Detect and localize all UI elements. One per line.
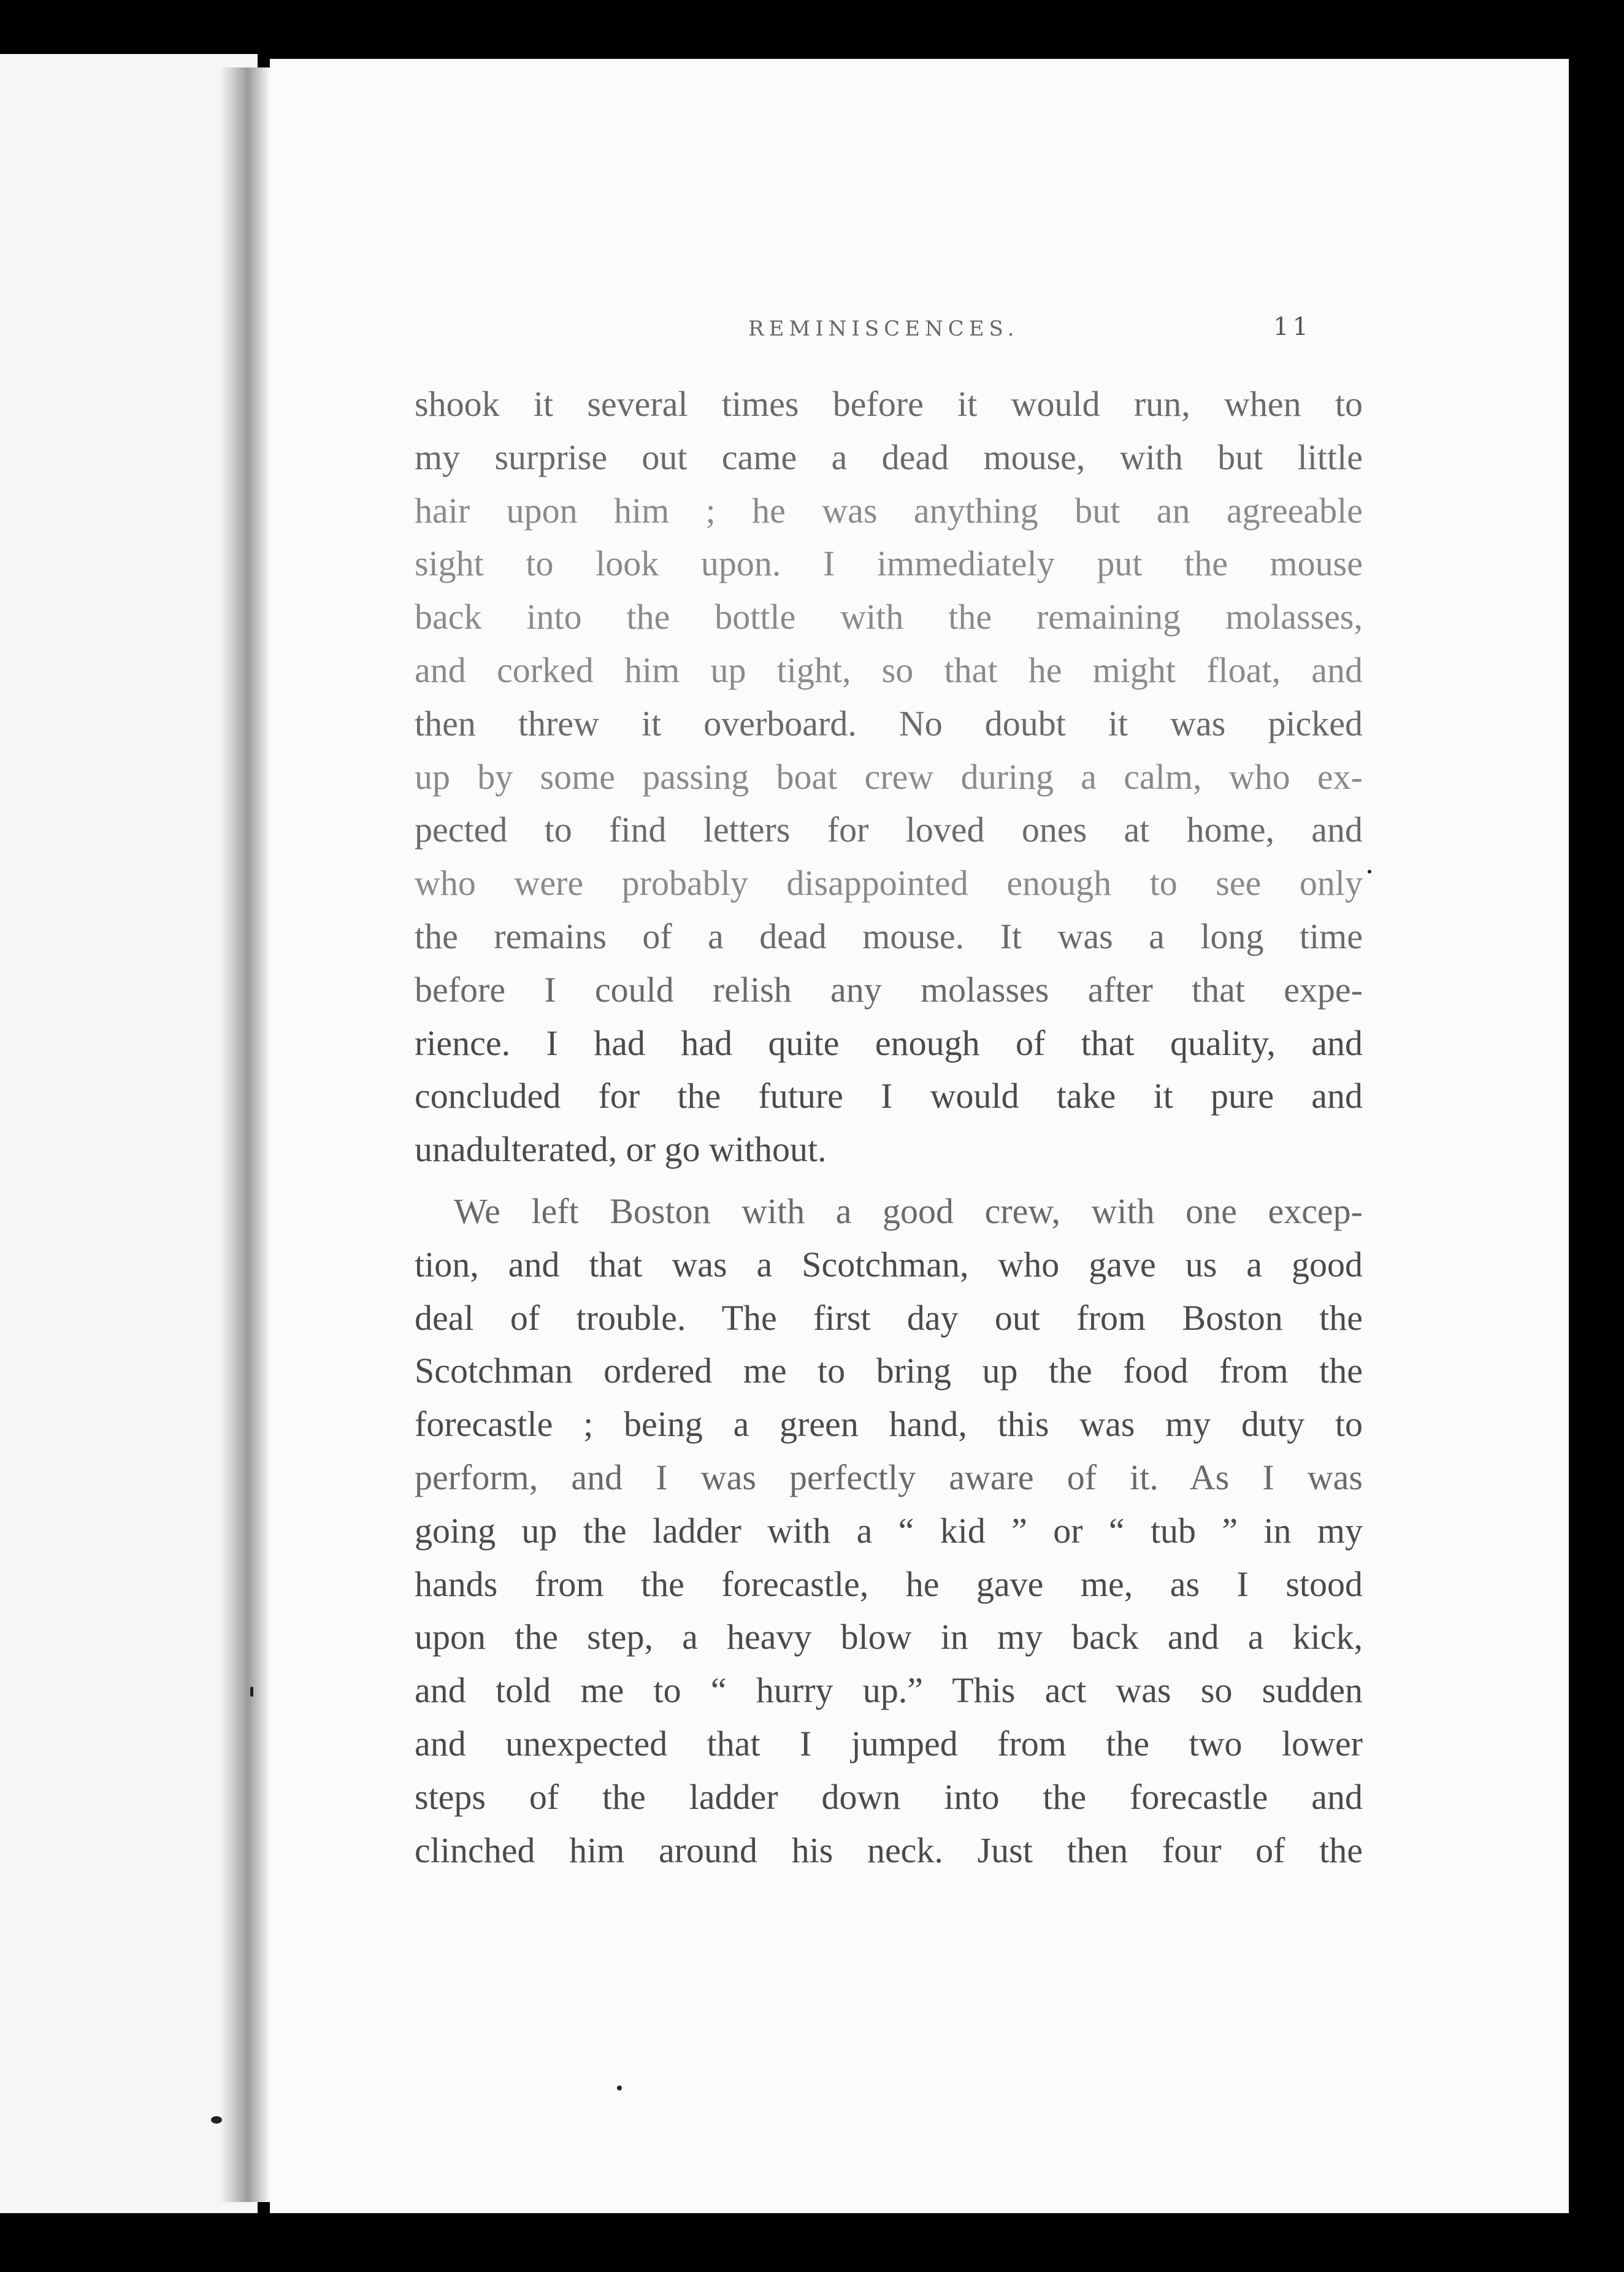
text-line: then threw it overboard. No doubt it was picked bbox=[415, 703, 1363, 743]
text-line: clinched him around his neck. Just then four of the bbox=[415, 1830, 1363, 1870]
text-line: before I could relish any molasses after that expe- bbox=[415, 969, 1363, 1010]
left-blank-page bbox=[0, 54, 258, 2213]
text-line: going up the ladder with a “ kid ” or “ tub ” in my bbox=[415, 1510, 1363, 1551]
running-head-title: REMINISCENCES. bbox=[748, 317, 1019, 341]
text-line: the remains of a dead mouse. It was a long time bbox=[415, 916, 1363, 956]
page-number: 11 bbox=[1273, 313, 1312, 341]
text-line: upon the step, a heavy blow in my back and a kick, bbox=[415, 1617, 1363, 1657]
text-line: Scotchman ordered me to bring up the food from the bbox=[415, 1351, 1363, 1391]
ink-speck bbox=[1368, 870, 1371, 873]
text-line: unadulterated, or go without. bbox=[415, 1129, 827, 1170]
ink-speck bbox=[617, 2086, 622, 2090]
text-line: forecastle ; being a green hand, this was my duty to bbox=[415, 1404, 1363, 1445]
text-line: hands from the forecastle, he gave me, as I stood bbox=[415, 1564, 1363, 1604]
text-line: We left Boston with a good crew, with one excep- bbox=[454, 1191, 1363, 1231]
text-line: sight to look upon. I immediately put the mouse bbox=[415, 543, 1363, 584]
ink-speck bbox=[211, 2116, 222, 2124]
text-line: concluded for the future I would take it pure and bbox=[415, 1076, 1363, 1116]
body-text bbox=[415, 378, 1363, 1877]
text-line: tion, and that was a Scotchman, who gave us a good bbox=[415, 1244, 1363, 1284]
text-line: and unexpected that I jumped from the two lower bbox=[415, 1723, 1363, 1763]
binding-gutter bbox=[221, 67, 270, 2202]
printed-page bbox=[270, 59, 1569, 2213]
text-line: my surprise out came a dead mouse, with but little bbox=[415, 437, 1363, 477]
text-line: rience. I had had quite enough of that quality, and bbox=[415, 1023, 1363, 1063]
text-line: back into the bottle with the remaining molasses, bbox=[415, 597, 1363, 637]
text-line: steps of the ladder down into the forecastle and bbox=[415, 1776, 1363, 1817]
text-line: hair upon him ; he was anything but an agreeable bbox=[415, 490, 1363, 531]
text-line: perform, and I was perfectly aware of it. As I was bbox=[415, 1457, 1363, 1497]
ink-speck bbox=[250, 1687, 253, 1697]
text-line: and corked him up tight, so that he might float, and bbox=[415, 650, 1363, 690]
text-line: and told me to “ hurry up.” This act was so sudden bbox=[415, 1670, 1363, 1711]
text-line: pected to find letters for loved ones at home, and bbox=[415, 810, 1363, 850]
text-line: deal of trouble. The first day out from Boston the bbox=[415, 1297, 1363, 1338]
text-line: shook it several times before it would run, when to bbox=[415, 384, 1363, 424]
text-line: up by some passing boat crew during a calm, who ex- bbox=[415, 756, 1363, 797]
text-line: who were probably disappointed enough to see only bbox=[415, 863, 1363, 904]
